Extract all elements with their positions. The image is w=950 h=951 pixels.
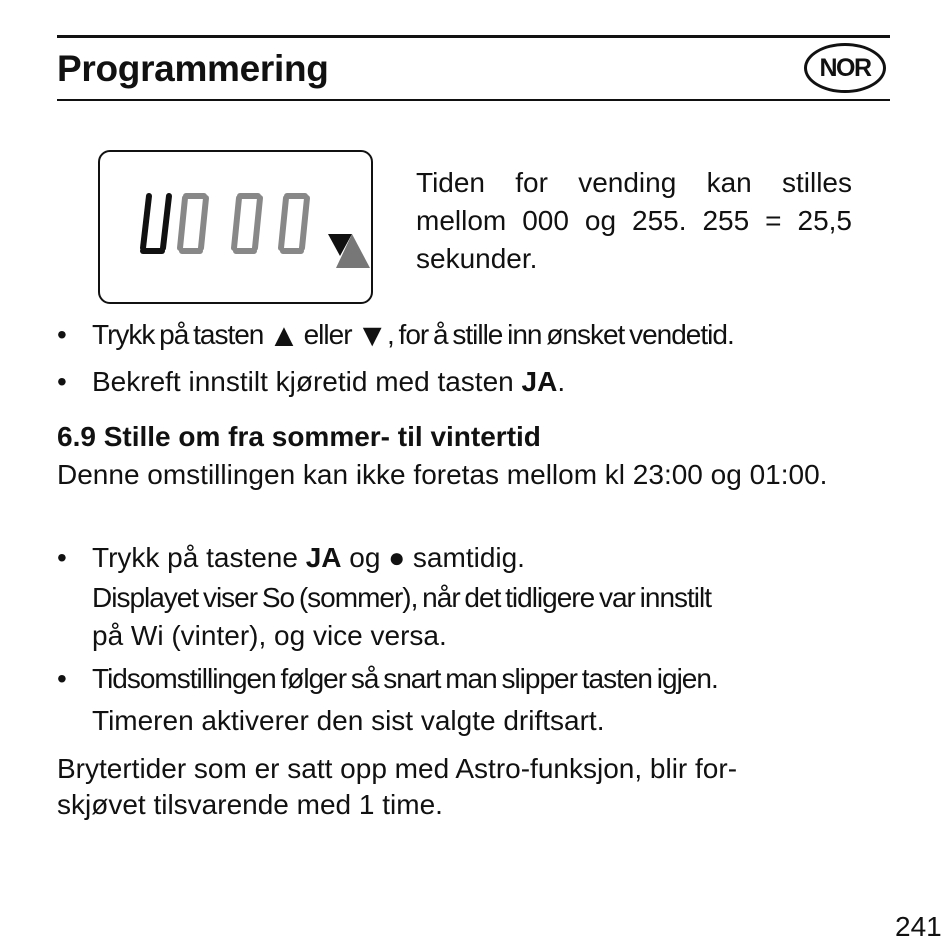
bullet-icon: •: [57, 319, 67, 350]
page-number: 241: [895, 911, 942, 942]
section-intro: Denne omstillingen kan ikke foretas mellom kl 23:00 og 01:00.: [57, 459, 828, 490]
bullet-text: Bekreft innstilt kjøretid med tasten JA.: [92, 366, 566, 397]
bullet-line: Displayet viser So (sommer), når det tidligere var innstilt: [92, 582, 712, 613]
intro-text: Tiden for vending kan stilles mellom 000 og 255. 255 = 25,5 sekunder.: [416, 167, 852, 274]
list-item: [57, 539, 897, 653]
bullet-line: på Wi (vinter), og vice versa.: [92, 620, 447, 651]
page-title: Programmering: [57, 48, 329, 89]
bullet-icon: •: [57, 542, 67, 573]
triangle-up-icon: ▲: [268, 317, 299, 353]
dot-icon: ●: [388, 542, 406, 573]
bullet-line: Tidsomstillingen følger så snart man slipper tasten igjen.: [92, 663, 718, 694]
bullet-line: Timeren aktiverer den sist valgte driftsart.: [92, 705, 605, 736]
lcd-digits: [100, 152, 375, 306]
header-top-rule: [57, 35, 890, 38]
triangle-down-icon: ▼: [356, 317, 387, 353]
language-badge: NOR: [804, 43, 886, 93]
header-bottom-rule: [57, 99, 890, 101]
list-item: [57, 660, 897, 740]
bullet-icon: •: [57, 366, 67, 397]
closing-line-2: skjøvet tilsvarende med 1 time.: [57, 789, 443, 820]
list-item: [57, 363, 897, 401]
list-item: [57, 316, 897, 354]
section-heading: 6.9 Stille om fra sommer- til vintertid: [57, 421, 541, 452]
bullet-line: Trykk på tastene JA og ● samtidig.: [92, 542, 525, 573]
closing-line-1: Brytertider som er satt opp med Astro-funksjon, blir for-: [57, 753, 738, 784]
lcd-display: [98, 150, 373, 304]
bullet-icon: •: [57, 663, 67, 694]
bullet-text: Trykk på tasten ▲ eller ▼, for å stille inn ønsket vendetid.: [92, 317, 734, 353]
